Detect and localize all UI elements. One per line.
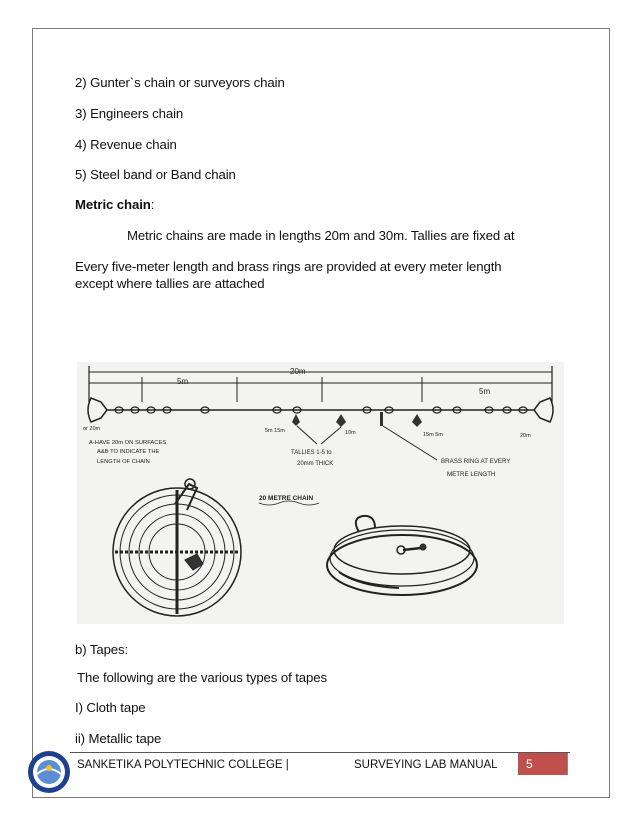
note-line-a: A-HAVE 20m ON SURFACES <box>89 440 167 446</box>
label-or-20m: or 20m <box>83 426 101 432</box>
page-number-box <box>518 753 568 775</box>
list-item-engineers-chain: 3) Engineers chain <box>75 106 184 121</box>
dim-20m-label: 20m <box>290 367 306 376</box>
note-line-b: A&B TO INDICATE THE <box>97 449 160 455</box>
tally-5m <box>292 414 300 426</box>
label-5m-15m: 5m 15m <box>265 428 285 434</box>
footer-manual-title: SURVEYING LAB MANUAL <box>354 759 498 771</box>
list-item-revenue-chain: 4) Revenue chain <box>75 137 177 152</box>
metric-paragraph-line-2: Every five-meter length and brass rings are provided at every meter length <box>75 259 502 274</box>
dim-5m-right-label: 5m <box>479 387 491 396</box>
list-item-gunters-chain: 2) Gunter`s chain or surveyors chain <box>75 75 285 90</box>
metric-chain-heading-line <box>75 197 154 213</box>
chain-handle-left <box>88 398 107 422</box>
tallies-note-2: 20mm THICK <box>297 461 334 467</box>
metric-chain-colon: : <box>150 197 155 212</box>
metric-chain-heading: Metric chain <box>75 197 151 212</box>
tape-reel-drawing <box>113 479 241 616</box>
metric-chain-figure <box>77 362 564 624</box>
note-line-c: LENGTH OF CHAIN <box>97 459 150 465</box>
tape-item-metallic: ii) Metallic tape <box>75 731 162 746</box>
chain-handle-right <box>534 398 553 422</box>
steel-band-drawing <box>327 516 477 595</box>
tally-15m <box>412 414 422 427</box>
brass-note-2: METRE LENGTH <box>447 471 496 478</box>
brass-ring-marker <box>380 412 383 426</box>
label-10m: 10m <box>345 430 356 436</box>
tape-item-cloth: I) Cloth tape <box>75 700 146 715</box>
list-item-steel-band: 5) Steel band or Band chain <box>75 167 236 182</box>
brass-note-1: BRASS RING AT EVERY <box>441 458 511 465</box>
footer-college: SANKETIKA POLYTECHNIC COLLEGE | <box>77 759 289 771</box>
tallies-note-1: TALLIES 1-5 to <box>291 450 332 456</box>
label-15m-5m: 15m 5m <box>423 432 443 438</box>
college-logo <box>27 750 71 794</box>
metric-paragraph-line-3: except where tallies are attached <box>75 276 265 291</box>
tapes-intro: The following are the various types of tapes <box>77 670 327 685</box>
tally-10m <box>336 414 346 427</box>
chain-title: 20 METRE CHAIN <box>259 495 314 502</box>
chain-diagram <box>77 362 564 624</box>
page-number: 5 <box>526 757 533 771</box>
dim-5m-left-label: 5m <box>177 377 189 386</box>
tapes-heading: b) Tapes: <box>75 642 129 657</box>
metric-paragraph-line-1: Metric chains are made in lengths 20m and 30m. Tallies are fixed at <box>127 228 515 243</box>
footer-rule <box>70 752 570 753</box>
label-20m-right: 20m <box>520 433 531 439</box>
